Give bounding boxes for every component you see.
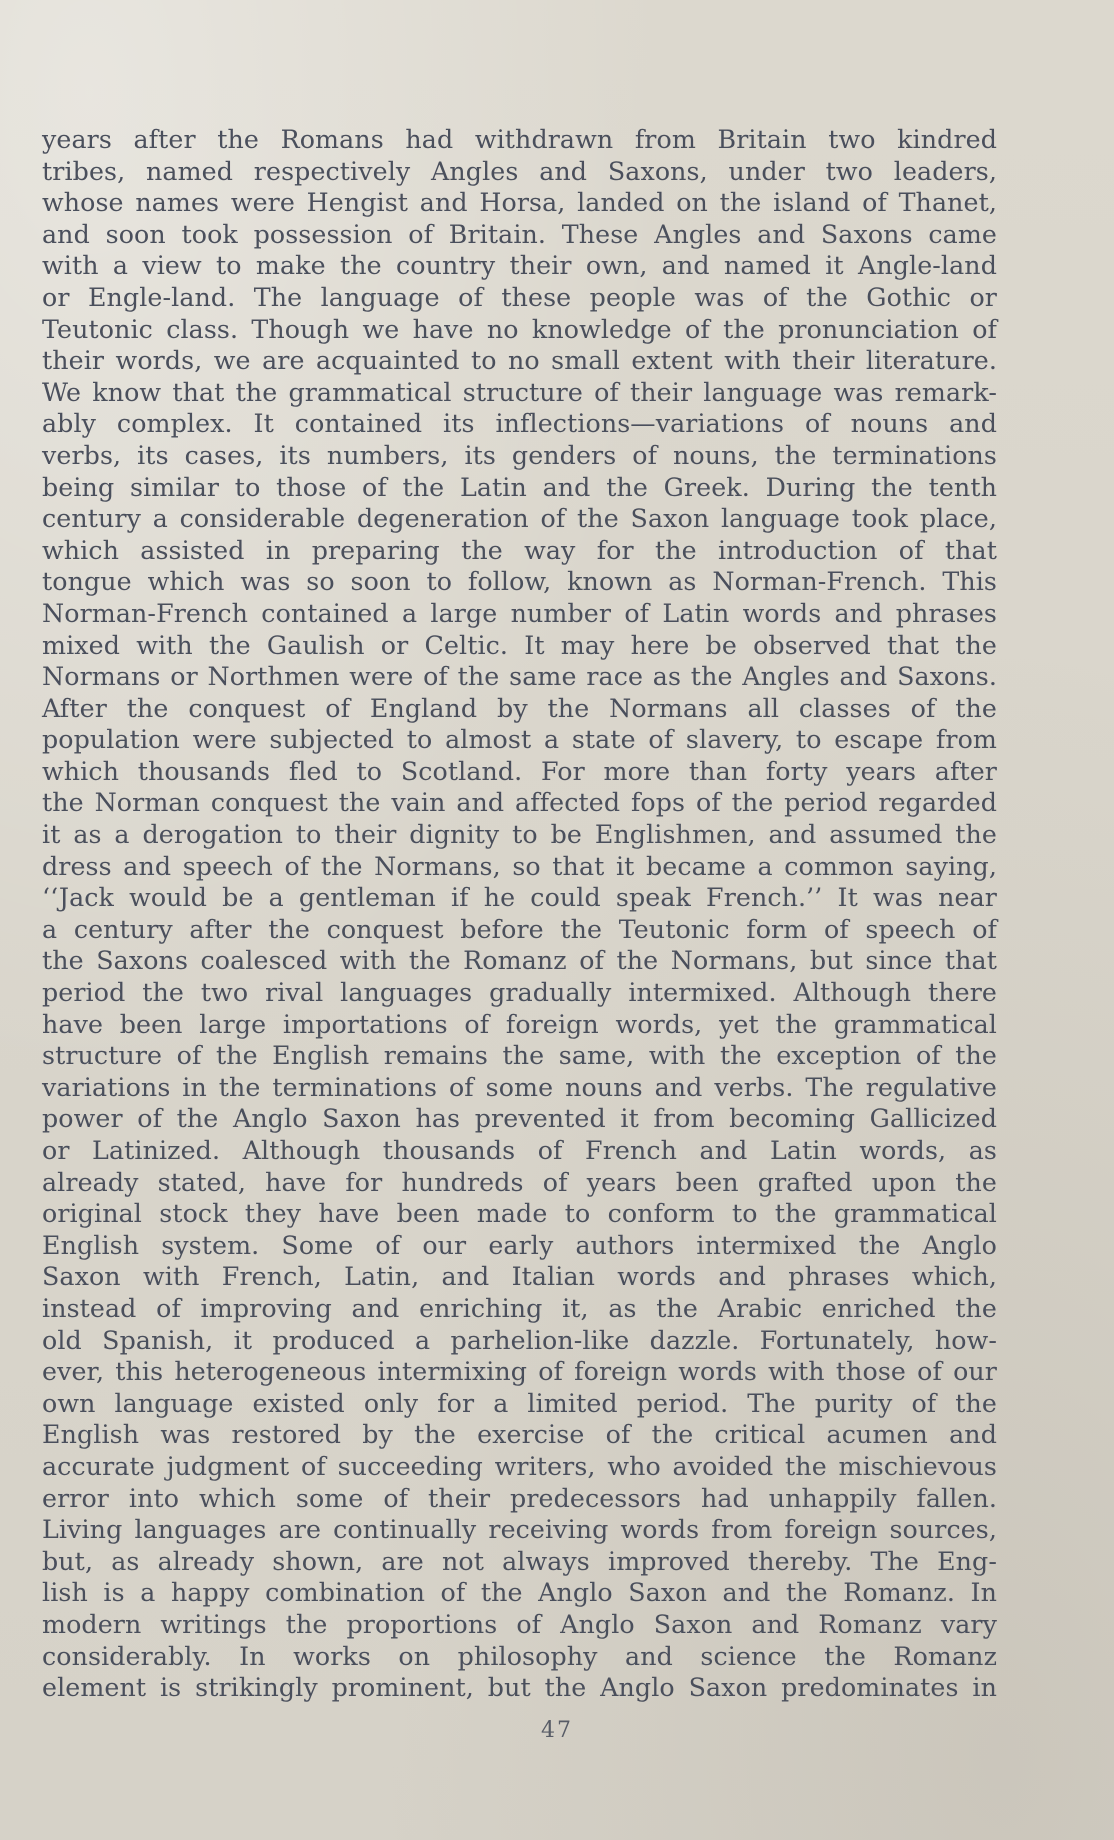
- text-line: century a considerable degeneration of the Saxon language took place,: [42, 504, 997, 534]
- text-line: modern writings the proportions of Anglo Saxon and Romanz vary: [42, 1609, 997, 1639]
- text-line: or Engle-land. The language of these people was of the Gothic or: [42, 282, 997, 312]
- text-line: but, as already shown, are not always improved thereby. The Eng-: [42, 1546, 997, 1576]
- text-line: which assisted in preparing the way for the introduction of that: [42, 535, 997, 565]
- text-line: tribes, named respectively Angles and Saxons, under two leaders,: [42, 156, 997, 186]
- text-line: Teutonic class. Though we have no knowledge of the pronunciation of: [42, 314, 997, 344]
- text-line: accurate judgment of succeeding writers, who avoided the mischievous: [42, 1451, 997, 1481]
- text-line: original stock they have been made to conform to the grammatical: [42, 1199, 997, 1229]
- body-text: [42, 124, 997, 1704]
- text-line: it as a derogation to their dignity to be Englishmen, and assumed the: [42, 820, 997, 850]
- text-line: their words, we are acquainted to no small extent with their literature.: [42, 346, 997, 376]
- text-line: the Saxons coalesced with the Romanz of the Normans, but since that: [42, 946, 997, 976]
- text-line: We know that the grammatical structure of their language was remark-: [42, 377, 997, 407]
- text-line: ‘‘Jack would be a gentleman if he could speak French.’’ It was near: [42, 883, 997, 913]
- text-line: have been large importations of foreign words, yet the grammatical: [42, 1009, 997, 1039]
- text-line: Living languages are continually receiving words from foreign sources,: [42, 1515, 997, 1545]
- text-line: Normans or Northmen were of the same race as the Angles and Saxons.: [42, 662, 997, 692]
- text-line: lish is a happy combination of the Anglo Saxon and the Romanz. In: [42, 1578, 997, 1608]
- text-line: and soon took possession of Britain. These Angles and Saxons came: [42, 219, 997, 249]
- text-line: a century after the conquest before the Teutonic form of speech of: [42, 914, 997, 944]
- text-line: considerably. In works on philosophy and science the Romanz: [42, 1641, 997, 1671]
- text-line: English was restored by the exercise of the critical acumen and: [42, 1420, 997, 1450]
- text-line: Saxon with French, Latin, and Italian words and phrases which,: [42, 1262, 997, 1292]
- text-line: ably complex. It contained its inflections—variations of nouns and: [42, 409, 997, 439]
- text-line: or Latinized. Although thousands of French and Latin words, as: [42, 1136, 997, 1165]
- text-line: English system. Some of our early authors intermixed the Anglo: [42, 1230, 997, 1260]
- text-line: own language existed only for a limited period. The purity of the: [42, 1388, 997, 1418]
- text-line: error into which some of their predecessors had unhappily fallen.: [42, 1483, 997, 1513]
- text-line: verbs, its cases, its numbers, its genders of nouns, the terminations: [42, 440, 997, 470]
- text-line: After the conquest of England by the Normans all classes of the: [42, 693, 997, 723]
- text-line: with a view to make the country their own, and named it Angle-land: [42, 251, 997, 281]
- text-line: already stated, have for hundreds of years been grafted upon the: [42, 1167, 997, 1197]
- text-line: dress and speech of the Normans, so that it became a common saying,: [42, 851, 997, 881]
- text-line: Norman-French contained a large number of Latin words and phrases: [42, 598, 997, 628]
- page-number: 47: [541, 1718, 573, 1743]
- text-line: mixed with the Gaulish or Celtic. It may here be observed that the: [42, 630, 997, 660]
- text-line: structure of the English remains the same, with the exception of the: [42, 1041, 997, 1071]
- text-line: being similar to those of the Latin and the Greek. During the tenth: [42, 472, 997, 502]
- text-line: instead of improving and enriching it, as the Arabic enriched the: [42, 1293, 997, 1323]
- text-line: years after the Romans had withdrawn from Britain two kindred: [42, 125, 997, 154]
- text-line: element is strikingly prominent, but the Anglo Saxon predominates in: [42, 1673, 997, 1703]
- text-line: old Spanish, it produced a parhelion-like dazzle. Fortunately, how-: [42, 1325, 997, 1355]
- text-line: the Norman conquest the vain and affected fops of the period regarded: [42, 788, 997, 818]
- text-line: variations in the terminations of some nouns and verbs. The regulative: [42, 1072, 997, 1102]
- text-line: power of the Anglo Saxon has prevented it from becoming Gallicized: [42, 1104, 997, 1134]
- text-line: which thousands fled to Scotland. For more than forty years after: [42, 756, 997, 786]
- text-line: tongue which was so soon to follow, known as Norman-French. This: [42, 567, 997, 597]
- text-line: population were subjected to almost a state of slavery, to escape from: [42, 725, 997, 755]
- text-line: period the two rival languages gradually intermixed. Although there: [42, 978, 997, 1008]
- text-line: whose names were Hengist and Horsa, landed on the island of Thanet,: [42, 188, 997, 218]
- text-line: ever, this heterogeneous intermixing of foreign words with those of our: [42, 1357, 997, 1387]
